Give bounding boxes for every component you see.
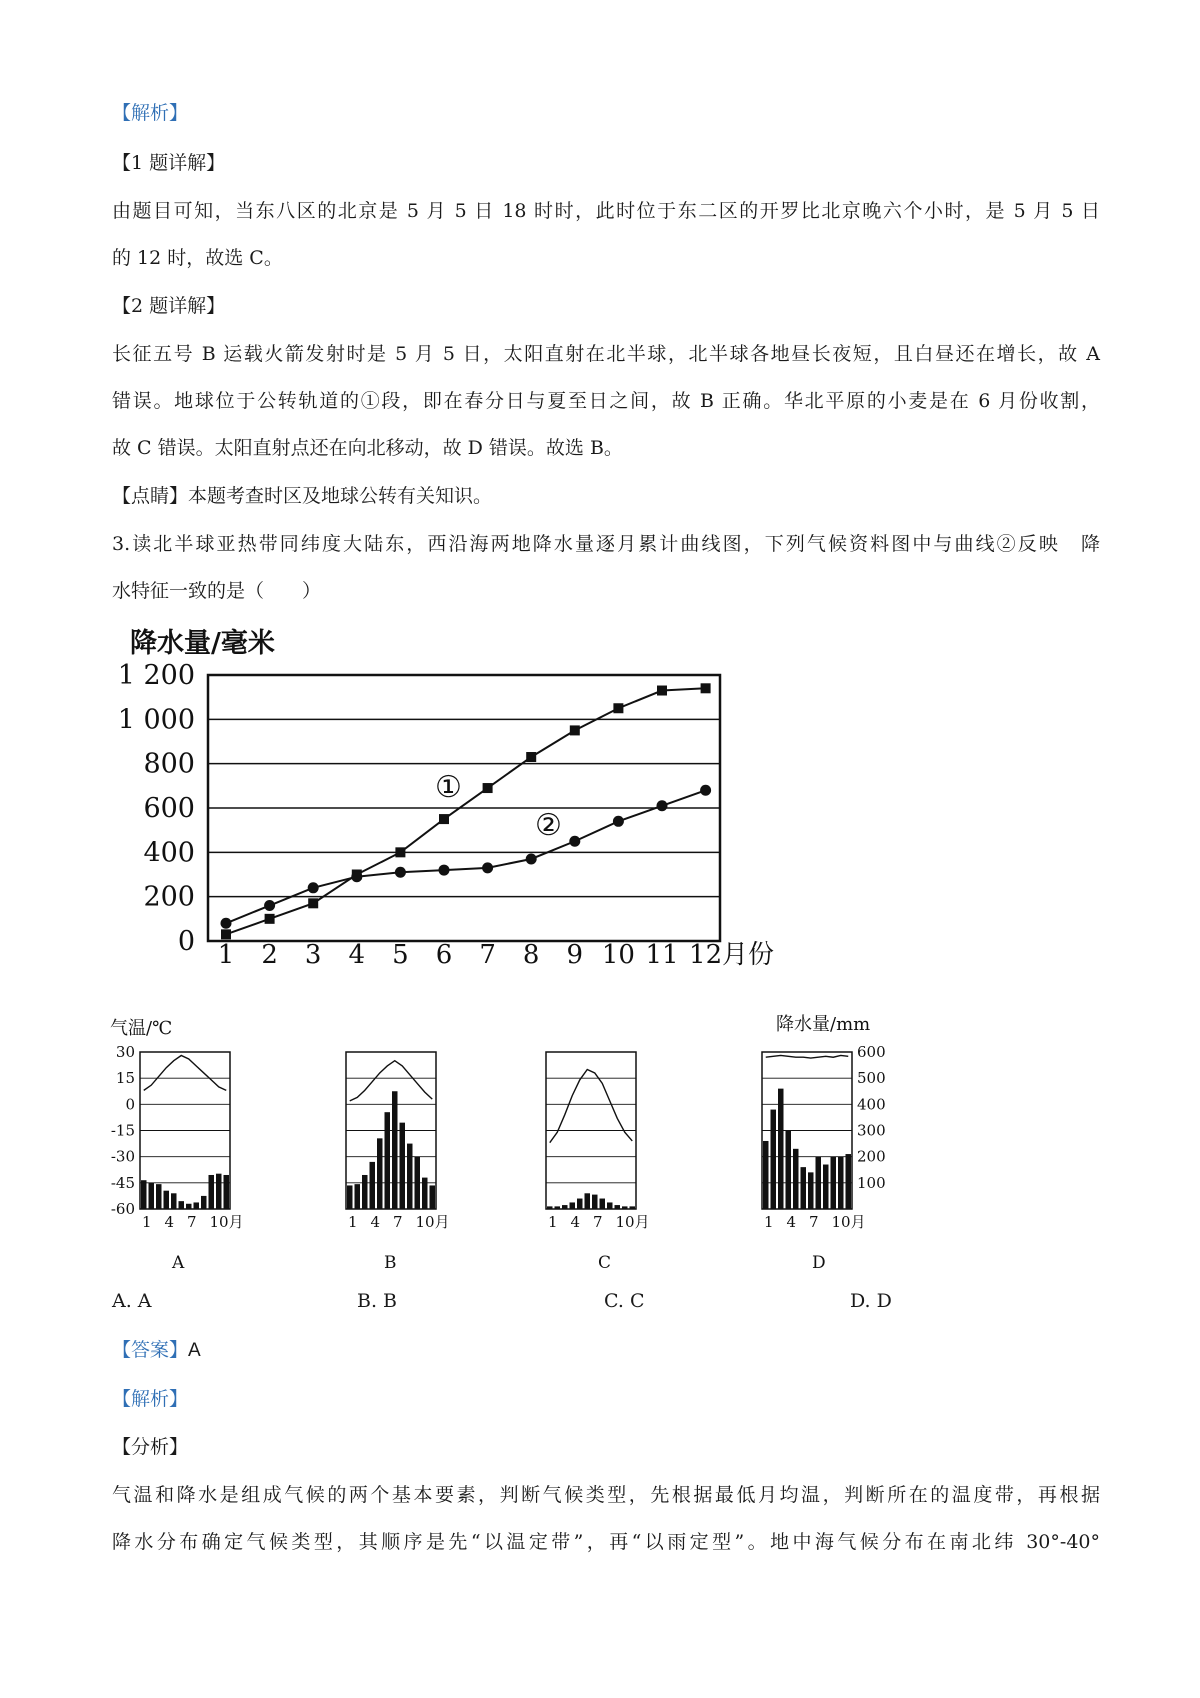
climate-y-tick: -45 [110, 1173, 135, 1192]
answer-tag: 【答案】 [112, 1339, 189, 1361]
q2-paragraph-line-3: 故 C 错误。太阳直射点还在向北移动，故 D 错误。故选 B。 [112, 437, 623, 459]
climate-x-tick: 1 [348, 1213, 358, 1231]
climate-y-tick: -15 [110, 1121, 135, 1140]
analysis-tag-2: 【解析】 [112, 1388, 189, 1410]
precip-bar [201, 1196, 207, 1209]
option-b[interactable]: B. B [357, 1290, 398, 1312]
x-axis-title: 月份 [722, 940, 775, 970]
climate-x-tick: 1 [142, 1213, 152, 1231]
fenxi-tag: 【分析】 [112, 1436, 189, 1458]
precip-bar [547, 1206, 553, 1209]
y-tick-label: 1 000 [117, 704, 195, 736]
climate-y2-tick: 300 [857, 1121, 886, 1140]
climate-a-label: A [172, 1253, 185, 1273]
climate-x-tick: 1 [764, 1213, 774, 1231]
climate-x-tick: 10月 [415, 1213, 450, 1231]
option-c[interactable]: C. C [604, 1290, 645, 1312]
point-note: 【点睛】本题考查时区及地球公转有关知识。 [112, 485, 493, 507]
climate-x-tick: 4 [164, 1213, 175, 1231]
precip-bar [838, 1157, 844, 1209]
precip-bar [793, 1149, 799, 1209]
climate-a-ylabel: 气温/℃ [110, 1018, 173, 1039]
x-tick-label: 12 [689, 940, 723, 970]
precip-bar [370, 1162, 376, 1209]
precip-bar [577, 1199, 583, 1209]
y-axis-title: 降水量/毫米 [130, 628, 275, 659]
precip-bar [377, 1138, 383, 1209]
precip-bar [823, 1165, 829, 1209]
answer-line [112, 1341, 201, 1360]
precip-bar [164, 1191, 170, 1209]
precip-bar [816, 1157, 822, 1209]
analysis-tag: 【解析】 [112, 102, 189, 124]
precip-bar [771, 1110, 777, 1209]
precip-bar [778, 1089, 784, 1209]
q2-detail-tag: 【2 题详解】 [112, 295, 226, 317]
precip-bar [555, 1206, 561, 1209]
q1-paragraph-line-2: 的 12 时，故选 C。 [112, 247, 283, 269]
y-tick-label: 200 [143, 881, 195, 913]
x-tick-label: 1 [217, 940, 235, 970]
precip-bar [422, 1178, 428, 1209]
question-3-line-1: 3.读北半球亚热带同纬度大陆东，西沿海两地降水量逐月累计曲线图，下列气候资料图中与曲线②反映 降 [112, 533, 1100, 555]
precip-bar [362, 1175, 368, 1209]
precip-bar [585, 1193, 591, 1209]
climate-x-tick: 10月 [209, 1213, 244, 1231]
precip-bar [392, 1091, 398, 1209]
climate-b-label: B [384, 1253, 397, 1273]
precip-bar [622, 1206, 628, 1209]
precip-bar [801, 1167, 807, 1209]
precip-bar [156, 1184, 162, 1209]
fenxi-line-1: 气温和降水是组成气候的两个基本要素，判断气候类型，先根据最低月均温，判断所在的温度带，再根据 [112, 1484, 1100, 1506]
climate-x-tick: 7 [593, 1213, 603, 1231]
x-tick-label: 6 [435, 940, 453, 970]
x-tick-label: 5 [392, 940, 409, 970]
x-tick-label: 10 [601, 940, 635, 970]
precip-bar [562, 1205, 568, 1209]
precip-bar [385, 1112, 391, 1209]
y-tick-label: 600 [143, 793, 195, 824]
precip-bar [786, 1131, 792, 1210]
precip-bar [630, 1206, 636, 1209]
climate-x-tick: 10月 [615, 1213, 650, 1231]
y-tick-label: 400 [143, 837, 195, 869]
climate-c-label: C [598, 1253, 612, 1273]
precip-bar [347, 1185, 353, 1209]
y-tick-label: 1 200 [117, 660, 195, 691]
precip-bar [171, 1193, 177, 1209]
fenxi-line-2: 降水分布确定气候类型，其顺序是先“以温定带”，再“以雨定型”。地中海气候分布在南北纬 30°-40° [112, 1531, 1100, 1553]
x-tick-label: 9 [566, 940, 584, 970]
precip-bar [615, 1205, 621, 1209]
precip-bar [216, 1174, 222, 1209]
climate-d-label: D [812, 1253, 826, 1273]
precip-bar [607, 1202, 613, 1209]
precip-bar [194, 1202, 200, 1209]
precip-bar [141, 1180, 147, 1209]
precip-bar [209, 1175, 215, 1209]
climate-y2-tick: 500 [857, 1069, 886, 1088]
answer-value: A [188, 1340, 201, 1361]
precip-bar [400, 1123, 406, 1209]
climate-y-tick: 30 [115, 1043, 135, 1061]
precip-bar [570, 1202, 576, 1209]
y-tick-label: 800 [143, 748, 195, 780]
climate-y-tick: 0 [125, 1095, 135, 1114]
climate-x-tick: 1 [548, 1213, 558, 1231]
series-2-label: ② [535, 808, 562, 843]
climate-x-tick: 10月 [831, 1213, 866, 1231]
option-a[interactable]: A. A [112, 1290, 152, 1312]
climate-y2-tick: 400 [857, 1095, 886, 1114]
climate-y2-tick: 600 [857, 1043, 886, 1061]
precip-bar [846, 1154, 852, 1209]
question-3-line-2: 水特征一致的是（ ） [112, 580, 322, 602]
precip-bar [224, 1175, 230, 1209]
climate-d-ylabel: 降水量/mm [776, 1014, 871, 1035]
precip-bar [763, 1141, 769, 1209]
temperature-curve [766, 1055, 849, 1058]
temperature-curve [144, 1055, 227, 1090]
x-tick-label: 7 [479, 940, 496, 970]
precip-bar [149, 1183, 155, 1209]
q1-paragraph-line-1: 由题目可知，当东八区的北京是 5 月 5 日 18 时时，此时位于东二区的开罗比北京晚六个小时，是 5 月 5 日 [112, 200, 1100, 222]
y-tick-label: 0 [177, 926, 195, 957]
option-d[interactable]: D. D [850, 1290, 892, 1312]
precip-bar [831, 1157, 837, 1209]
climate-x-tick: 7 [187, 1213, 197, 1231]
precip-bar [355, 1184, 361, 1209]
precip-bar [808, 1172, 814, 1209]
precip-bar [415, 1157, 421, 1209]
temperature-curve [550, 1069, 633, 1142]
climate-x-tick: 4 [786, 1213, 797, 1231]
climate-x-tick: 7 [809, 1213, 819, 1231]
temperature-curve [350, 1061, 433, 1101]
precip-bar [430, 1185, 436, 1209]
climate-y2-tick: 200 [857, 1147, 886, 1166]
climate-y-tick: 15 [115, 1069, 135, 1088]
precip-bar [179, 1201, 185, 1209]
x-tick-label: 4 [348, 940, 366, 970]
precip-bar [600, 1199, 606, 1209]
precip-bar [186, 1204, 192, 1209]
climate-x-tick: 4 [370, 1213, 381, 1231]
q1-detail-tag: 【1 题详解】 [112, 152, 226, 174]
x-tick-label: 8 [522, 940, 540, 970]
series-1-label: ① [435, 770, 462, 805]
climate-x-tick: 4 [570, 1213, 581, 1231]
climate-y2-tick: 100 [857, 1173, 886, 1192]
q2-paragraph-line-1: 长征五号 B 运载火箭发射时是 5 月 5 日，太阳直射在北半球，北半球各地昼长夜短，且白昼还在增长，故 A [112, 343, 1100, 365]
x-tick-label: 11 [645, 940, 679, 970]
climate-y-tick: -60 [110, 1200, 135, 1218]
q2-paragraph-line-2: 错误。地球位于公转轨道的①段，即在春分日与夏至日之间，故 B 正确。华北平原的小麦是在 6 月份收割， [112, 390, 1100, 412]
precip-bar [407, 1144, 413, 1209]
x-tick-label: 3 [304, 940, 322, 970]
climate-x-tick: 7 [393, 1213, 403, 1231]
x-tick-label: 2 [261, 940, 278, 970]
climate-y-tick: -30 [110, 1147, 135, 1166]
precip-bar [592, 1195, 598, 1209]
